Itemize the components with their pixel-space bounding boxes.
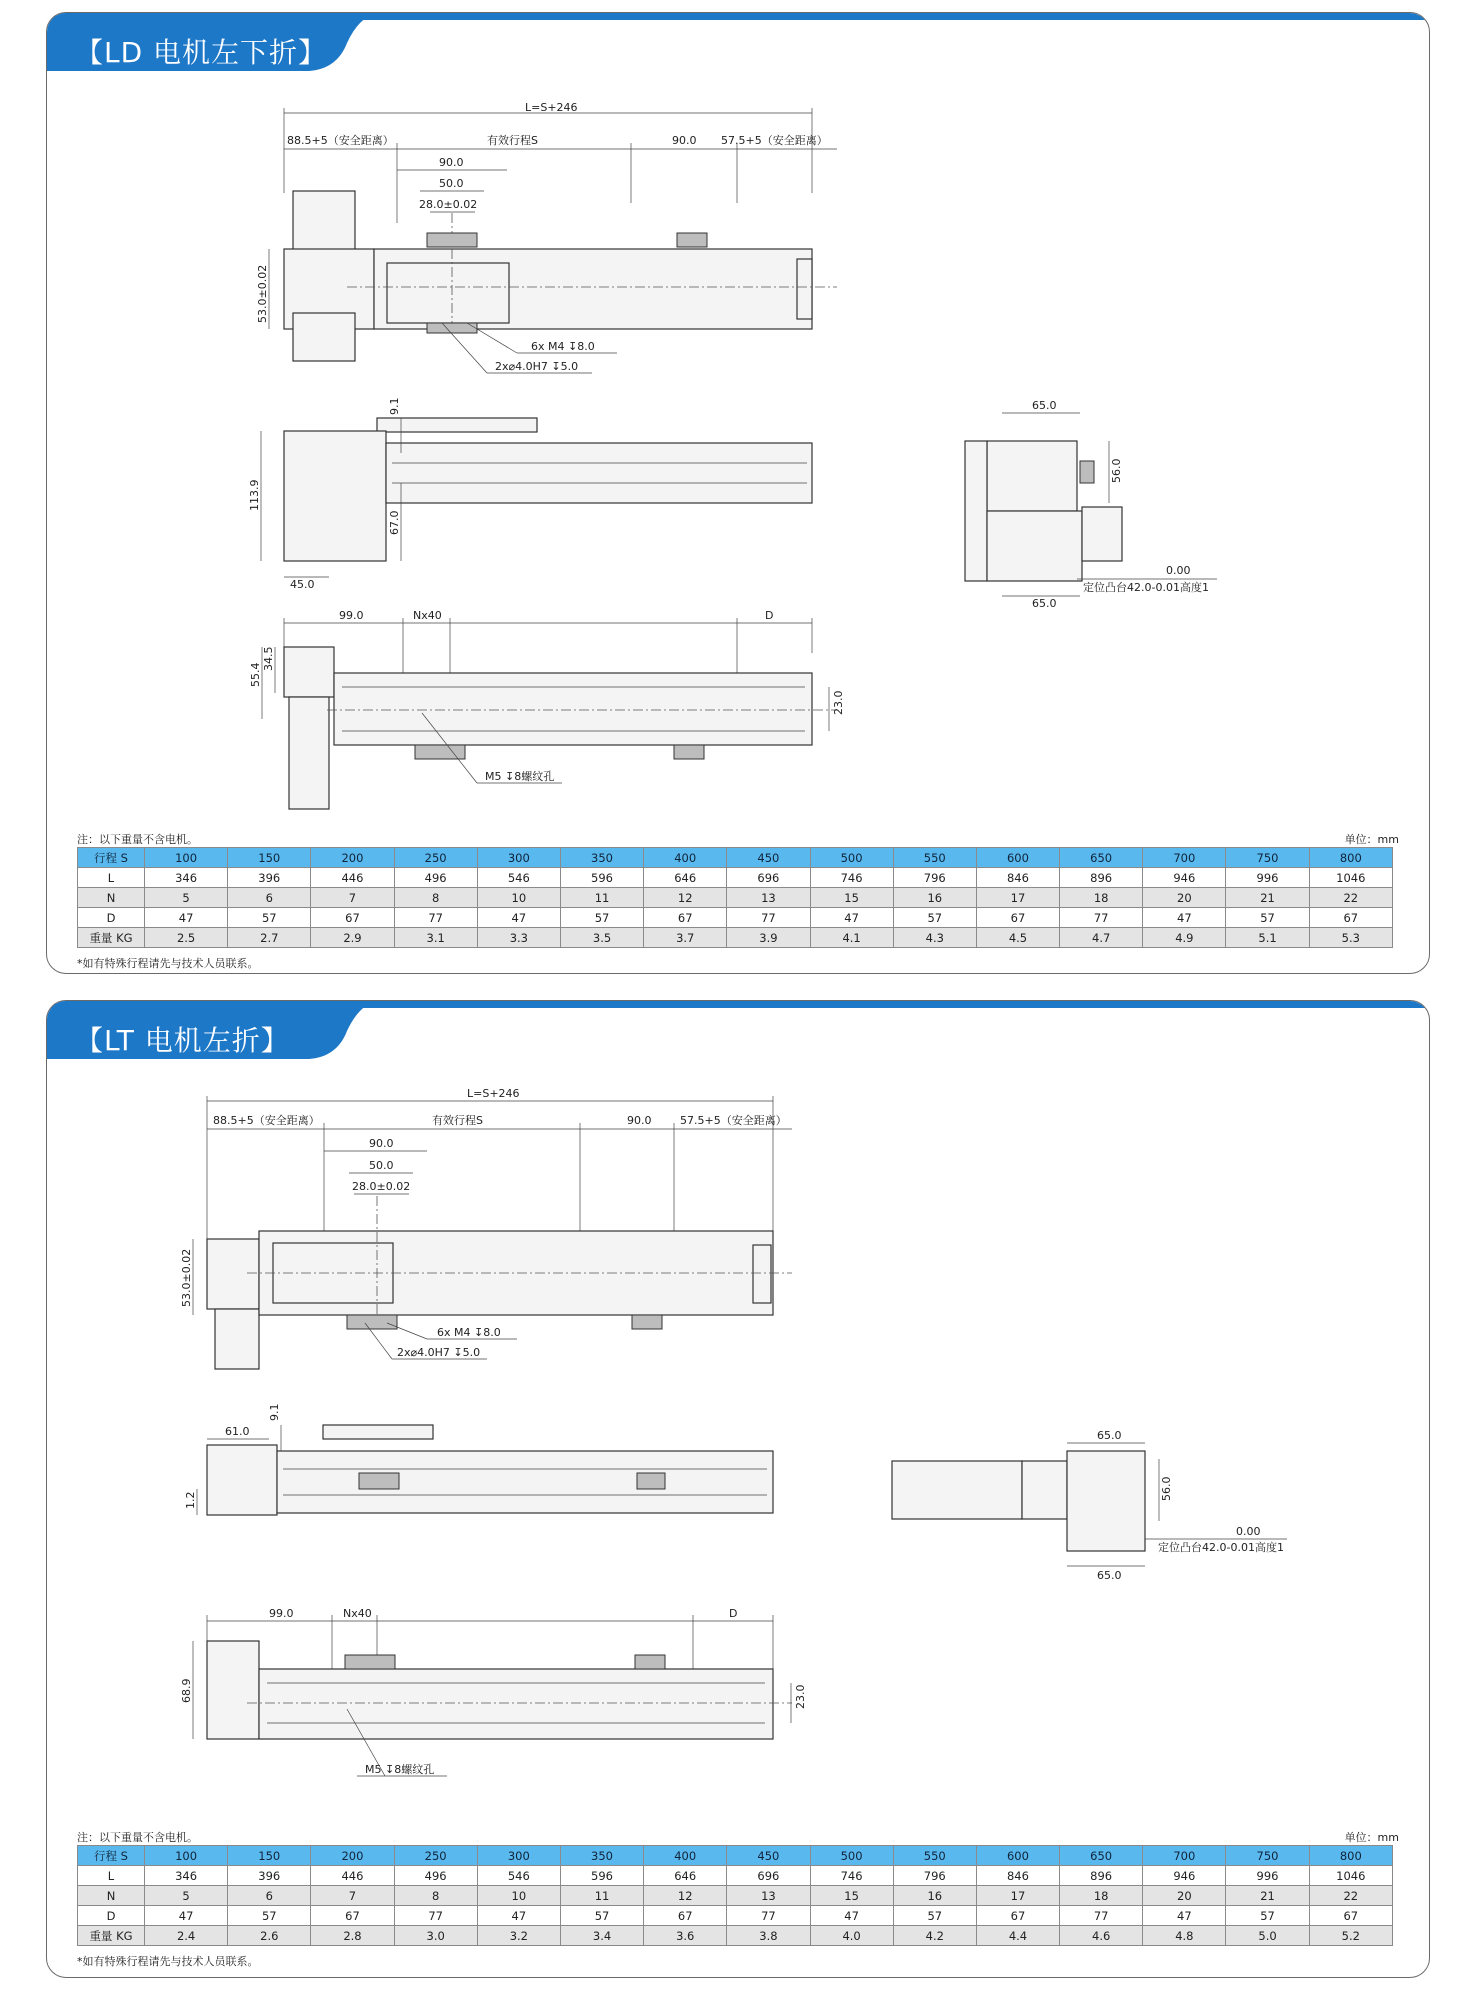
label-thread: M5 ↧8螺纹孔 [365,1763,435,1776]
lt-side-view [184,1404,773,1516]
dim-tol: 0.00 [1236,1525,1261,1538]
note-left: 注：以下重量不含电机。 [77,1831,198,1844]
dim-slider-50: 50.0 [369,1159,394,1172]
dim-safe-left: 88.5+5（安全距离） [287,134,394,147]
side-motor [207,1445,277,1515]
table-row: N 5 6 7 8 10 11 12 13 15 16 17 18 20 21 22 [78,1886,1393,1906]
dim-w650a: 65.0 [1097,1429,1122,1442]
label-screws: 6x M4 ↧8.0 [531,340,595,353]
footnote: *如有特殊行程请先与技术人员联系。 [77,957,259,970]
dim-w990: 99.0 [269,1607,294,1620]
motor-body [293,191,355,251]
dim-pitch: Nx40 [413,609,442,622]
dim-h670: 67.0 [388,510,401,535]
dim-h560: 56.0 [1160,1476,1173,1501]
dim-h53: 53.0±0.02 [256,264,269,323]
table-row: 重量 KG 2.4 2.6 2.8 3.0 3.2 3.4 3.6 3.8 4.0 4.2 4.4 4.6 4.8 5.0 5.2 [78,1926,1393,1946]
dim-w450: 45.0 [290,578,315,591]
dim-slider-90: 90.0 [439,156,464,169]
dim-h12: 1.2 [184,1491,197,1509]
dim-h345: 34.5 [262,646,275,671]
motor-body [207,1239,259,1309]
table-row: 行程 S 100 150 200 250 300 350 400 450 500 550 600 650 700 750 800 [78,1846,1393,1866]
table-row: 重量 KG 2.5 2.7 2.9 3.1 3.3 3.5 3.7 3.9 4.1 4.3 4.5 4.7 4.9 5.1 5.3 [78,928,1393,948]
dim-w610: 61.0 [225,1425,250,1438]
dim-stroke: 有效行程S [487,134,538,147]
lt-bottom-view [180,1607,807,1776]
dim-h1139: 113.9 [248,479,261,511]
label-thread: M5 ↧8螺纹孔 [485,770,555,783]
dim-h53: 53.0±0.02 [180,1248,193,1307]
top-connector [427,233,477,247]
dim-h91: 9.1 [268,1403,281,1421]
dim-D: D [729,1607,738,1620]
dim-safe-right: 57.5+5（安全距离） [721,134,828,147]
table-row: D 47 57 67 77 47 57 67 77 47 57 67 77 47 57 67 [78,1906,1393,1926]
dim-hole-28: 28.0±0.02 [419,198,478,211]
lt-top-view [180,1087,792,1369]
section-title: 【LT 电机左折】 [75,1024,290,1057]
dim-tol: 0.00 [1166,564,1191,577]
section-ld [46,12,1430,974]
footnote: *如有特殊行程请先与技术人员联系。 [77,1955,259,1968]
dim-90: 90.0 [672,134,697,147]
note-left: 注：以下重量不含电机。 [77,833,198,846]
table-row: N 5 6 7 8 10 11 12 13 15 16 17 18 20 21 22 [78,888,1393,908]
table-row: L 346 396 446 496 546 596 646 696 746 796 846 896 946 996 1046 [78,1866,1393,1886]
dim-h230: 23.0 [794,1684,807,1709]
dim-safe-right: 57.5+5（安全距离） [680,1114,787,1127]
dim-D: D [765,609,774,622]
dim-w650b: 65.0 [1097,1569,1122,1582]
dim-pitch: Nx40 [343,1607,372,1620]
spec-table [77,847,1393,948]
ld-bottom-view [249,609,845,809]
dim-w650a: 65.0 [1032,399,1057,412]
bottom-rail [259,1669,773,1739]
lt-drawings [47,1001,1429,1977]
ld-top-view [256,101,837,373]
section-title: 【LD 电机左下折】 [75,36,328,69]
dim-slider-90: 90.0 [369,1137,394,1150]
note-unit: 单位：mm [1344,1831,1399,1844]
table-row: L 346 396 446 496 546 596 646 696 746 796 846 896 946 996 1046 [78,868,1393,888]
label-boss: 定位凸台42.0-0.01高度1 [1083,581,1209,594]
dim-h689: 68.9 [180,1678,193,1703]
dim-90: 90.0 [627,1114,652,1127]
dim-total: L=S+246 [467,1087,520,1100]
dim-stroke: 有效行程S [432,1114,483,1127]
side-motor [284,431,386,561]
dim-h560: 56.0 [1110,458,1123,483]
dim-slider-50: 50.0 [439,177,464,190]
note-unit: 单位：mm [1344,833,1399,846]
spec-table [77,1845,1393,1946]
dim-h91: 9.1 [388,397,401,415]
dim-hole-28: 28.0±0.02 [352,1180,411,1193]
table-row: 行程 S 100 150 200 250 300 350 400 450 500 550 600 650 700 750 800 [78,848,1393,868]
section-lt [46,1000,1430,1978]
table-row: D 47 57 67 77 47 57 67 77 47 57 67 77 47 57 67 [78,908,1393,928]
lt-end-view [892,1429,1287,1582]
ld-side-view [248,398,812,592]
label-pins: 2x⌀4.0H7 ↧5.0 [495,360,579,373]
dim-w990: 99.0 [339,609,364,622]
dim-h554: 55.4 [249,662,262,687]
label-screws: 6x M4 ↧8.0 [437,1326,501,1339]
dim-total: L=S+246 [525,101,578,114]
dim-safe-left: 88.5+5（安全距离） [213,1114,320,1127]
dim-w650b: 65.0 [1032,597,1057,610]
ld-drawings [47,13,1429,973]
bottom-rail [334,673,812,745]
label-pins: 2x⌀4.0H7 ↧5.0 [397,1346,481,1359]
label-boss: 定位凸台42.0-0.01高度1 [1158,1541,1284,1554]
dim-h230: 23.0 [832,690,845,715]
ld-end-view [965,399,1217,610]
